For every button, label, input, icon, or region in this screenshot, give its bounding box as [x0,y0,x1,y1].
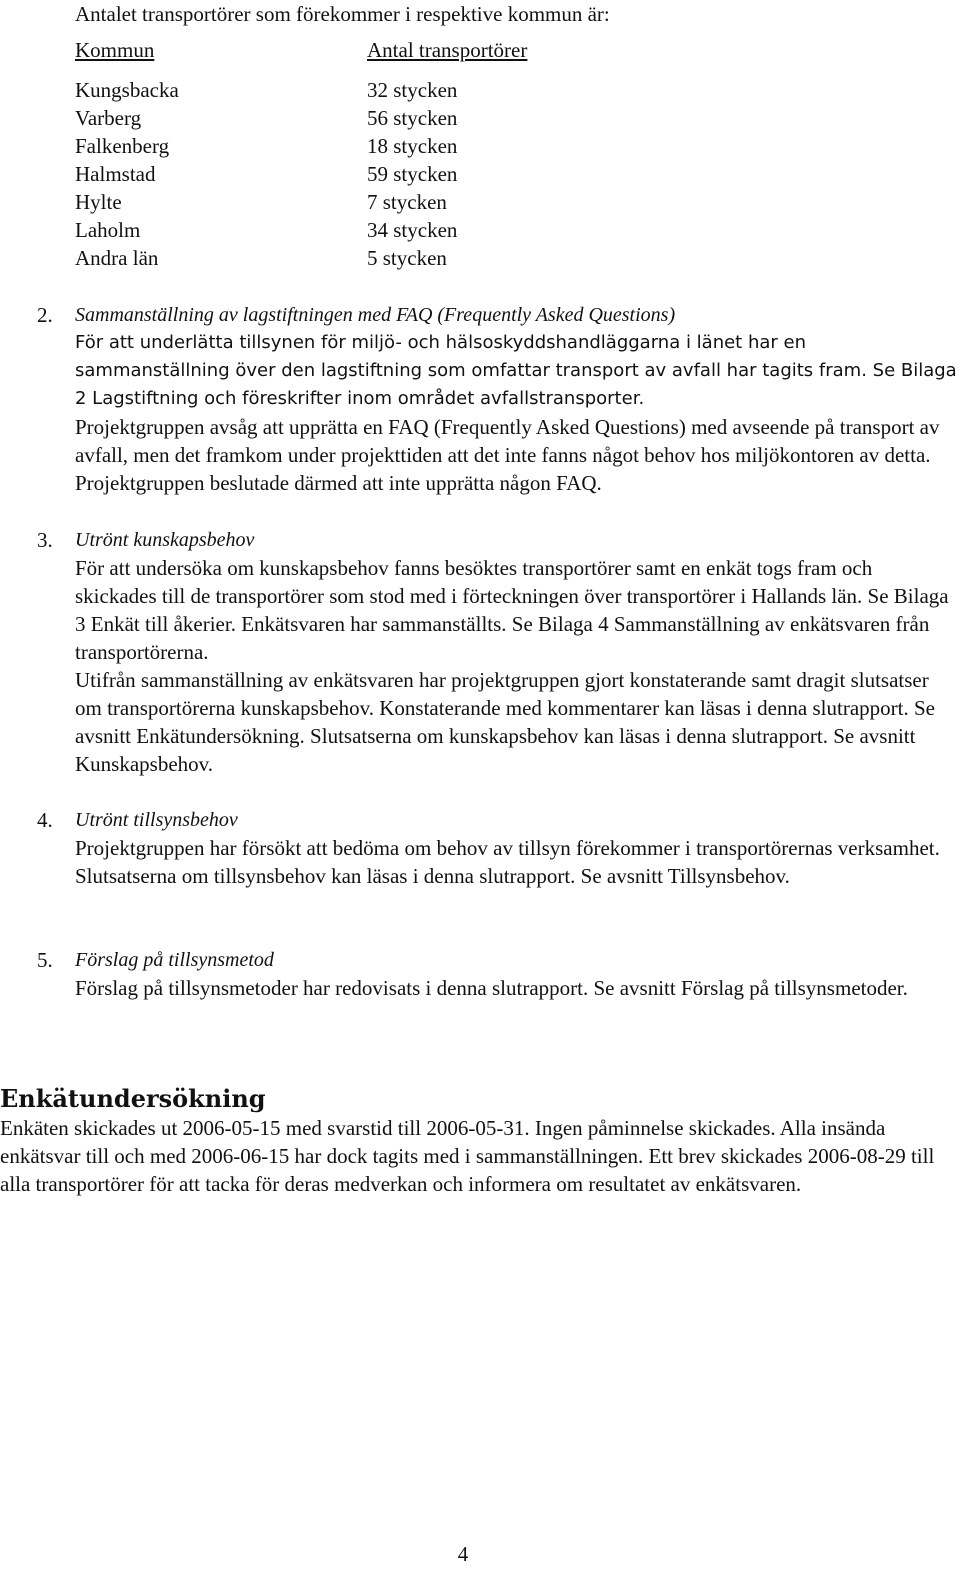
item-number: 5. [37,948,53,972]
table-row [75,188,635,216]
item-paragraph: Projektgruppen har försökt att bedöma om behov av tillsyn förekommer i transportörernas verksamhet. Slutsatserna om tillsynsbehov kan läsas i denna slutrapport. Se avsnitt Tillsynsbehov. [75,836,940,888]
table-row [75,160,635,188]
item-number: 2. [37,303,53,327]
item-paragraph: Utifrån sammanställning av enkätsvaren har projektgruppen gjort konstaterande samt dragit slutsatser om transportörerna kunskapsbehov. Konstaterande med kommentarer kan läsas i denna slutrapport. Se avsnitt Enkätundersökning. Slutsatserna om kunskapsbehov kan läsas i denna slutrapport. Se avsnitt Kunskapsbehov. [75,668,935,776]
item-title: Utrönt tillsynsbehov [75,809,238,831]
item-title: Utrönt kunskapsbehov [75,529,255,551]
item-number: 3. [37,528,53,552]
item-paragraph: Projektgruppen avsåg att upprätta en FAQ (Frequently Asked Questions) med avseende på transport av avfall, men det framkom under projekttiden att det inte fanns något behov hos miljökontoren av detta. Projektgruppen beslutade därmed att inte upprätta någon FAQ. [75,415,940,495]
table-row [75,132,635,160]
item-paragraph: För att undersöka om kunskapsbehov fanns besöktes transportörer samt en enkät togs fram och skickades till de transportörer som stod med i förteckningen över transportörer i Hallands län. Se Bilaga 3 Enkät till åkerier. Enkätsvaren har sammanställts. Se Bilaga 4 Sammanställning av enkätsvaren från transportörerna. [75,556,949,664]
item-number: 4. [37,808,53,832]
cell-kommun: Halmstad [75,162,156,186]
cell-kommun: Hylte [75,190,122,214]
cell-antal: 7 stycken [367,190,447,214]
list-item-2 [37,301,957,497]
cell-antal: 34 stycken [367,218,458,242]
survey-paragraph: Enkäten skickades ut 2006-05-15 med svarstid till 2006-05-31. Ingen påminnelse skickades. Alla insända enkätsvar till och med 2006-06-15 har dock tagits med i sammanställningen. Ett brev skickades 2006-08-29 till alla transportörer för att tacka för deras medverkan och informera om resultatet av enkätsvaren. [0,1116,935,1196]
cell-antal: 56 stycken [367,106,458,130]
table-row [75,216,635,244]
cell-antal: 32 stycken [367,78,458,102]
item-paragraph: Förslag på tillsynsmetoder har redovisats i denna slutrapport. Se avsnitt Förslag på tillsynsmetoder. [75,976,908,1000]
header-kommun: Kommun [75,38,155,62]
section-heading: Enkätundersökning [0,1084,266,1113]
cell-kommun: Falkenberg [75,134,170,158]
cell-kommun: Varberg [75,106,142,130]
item-paragraph: För att underlätta tillsynen för miljö- och hälsoskyddshandläggarna i länet har en sammanställning över den lagstiftning som omfattar transport av avfall har tagits fram. Se Bilaga 2 Lagstiftning och föreskrifter inom området avfallstransporter. [75,332,957,409]
table-header [75,36,635,64]
cell-kommun: Kungsbacka [75,78,179,102]
item-title: Sammanställning av lagstiftningen med FAQ (Frequently Asked Questions) [75,304,676,326]
table-row [75,104,635,132]
list-item-5 [37,946,957,1002]
item-title: Förslag på tillsynsmetod [75,949,274,971]
table-row [75,244,635,272]
list-item-4 [37,806,957,890]
carrier-table [75,36,635,272]
survey-section [0,1084,958,1198]
cell-kommun: Laholm [75,218,141,242]
list-item-3 [37,526,957,778]
cell-antal: 18 stycken [367,134,458,158]
cell-antal: 59 stycken [367,162,458,186]
cell-kommun: Andra län [75,246,159,270]
header-antal: Antal transportörer [367,38,528,62]
page-number: 4 [457,1542,469,1566]
cell-antal: 5 stycken [367,246,447,270]
table-row [75,76,635,104]
intro-text: Antalet transportörer som förekommer i respektive kommun är: [75,2,610,26]
